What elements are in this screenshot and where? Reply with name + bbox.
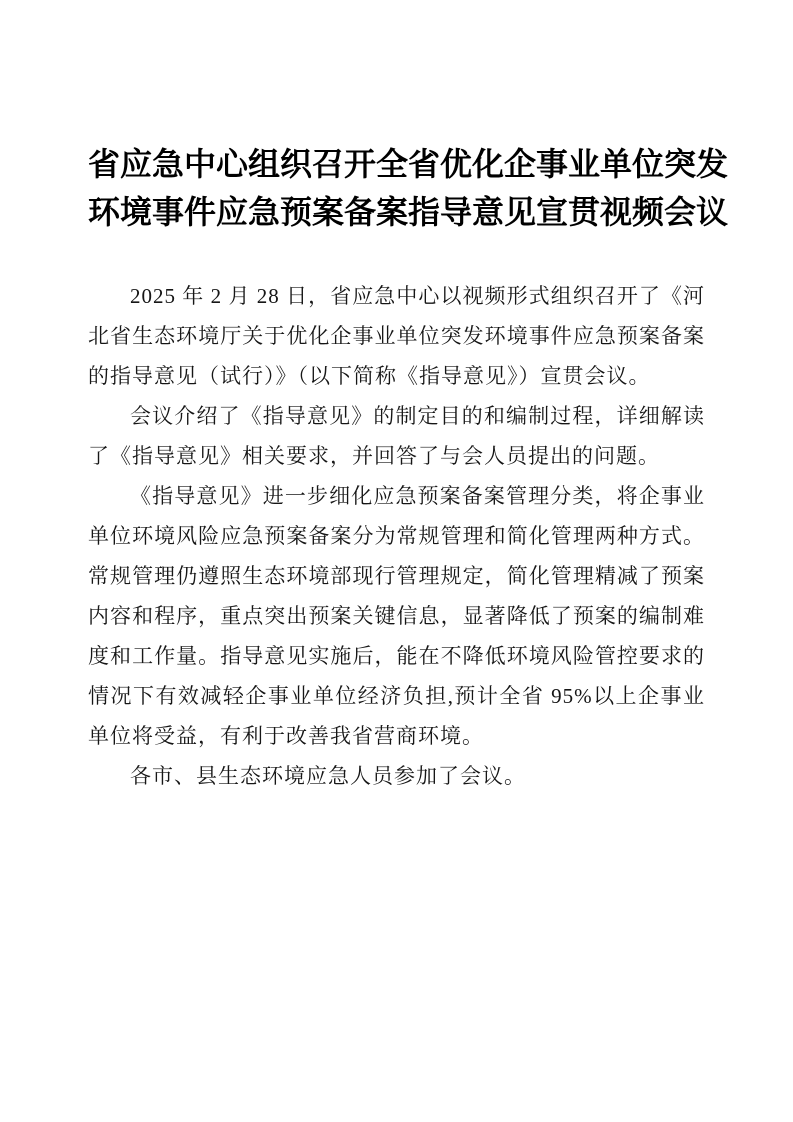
- paragraph-meeting-content: 会议介绍了《指导意见》的制定目的和编制过程，详细解读了《指导意见》相关要求，并回答了与会人员提出的问题。: [88, 404, 705, 468]
- paragraph-guidance-details: 《指导意见》进一步细化应急预案备案管理分类，将企事业单位环境风险应急预案备案分为常规管理和简化管理两种方式。常规管理仍遵照生态环境部现行管理规定，简化管理精减了预案内容和程序，重点突出预案关键信息，显著降低了预案的编制难度和工作量。指导意见实施后，能在不降低环境风险管控要求的情况下有效减轻企事业单位经济负担,预计全省 95%以上企事业单位将受益，有利于改善我省营商环境。: [88, 484, 705, 748]
- document-title-line-1: 省应急中心组织召开全省优化企事业单位突发: [88, 146, 729, 182]
- paragraph-meeting-convened: 2025 年 2 月 28 日，省应急中心以视频形式组织召开了《河北省生态环境厅关于优化企事业单位突发环境事件应急预案备案的指导意见（试行）》（以下简称《指导意见》）宣贯会议。: [88, 284, 705, 388]
- paragraph-attendees: 各市、县生态环境应急人员参加了会议。: [130, 764, 526, 788]
- document-body: [88, 276, 705, 796]
- document-title-line-2: 环境事件应急预案备案指导意见宣贯视频会议: [88, 194, 729, 230]
- document-title: [88, 140, 729, 236]
